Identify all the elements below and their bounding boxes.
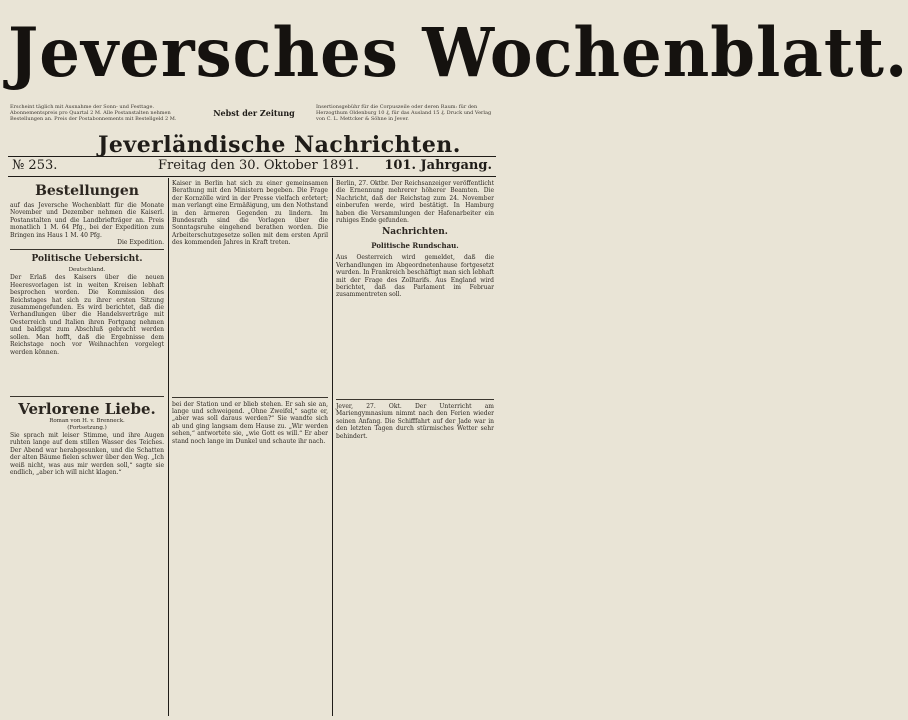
- divider: [336, 399, 494, 400]
- box-title: Bestellungen: [35, 183, 139, 199]
- column-divider-2: [332, 178, 333, 716]
- right-bottom-text: Jever, 27. Okt. Der Unterricht am Mariengymnasium nimmt nach den Ferien wieder seinen Anfang. Die Schifffahrt auf der Jade war in den letzten Tagen durch stürmisches Wetter sehr behindert.: [336, 402, 494, 440]
- novel-title: Verlorene Liebe.: [18, 399, 156, 418]
- insertion-info: Insertionsgebühr für die Corpuszeile oder deren Raum: für den Herzogthum Oldenburg 10 ₰, für das Ausland 15 ₰. Druck und Verlag von C. L. Mettcker & Söhne in Jever.: [316, 104, 492, 122]
- column-divider-1: [168, 178, 169, 716]
- novel-cont: (Fortsetzung.): [67, 424, 107, 431]
- nebst-label: Nebst der Zeitung: [213, 108, 295, 118]
- left-column: [10, 180, 164, 714]
- right-section-text: Aus Oesterreich wird gemeldet, daß die Verhandlungen im Abgeordnetenhause fortgesetzt wurden. In Frankreich beschäftigt man sich lebhaft mit der Frage des Zolltarifs. Aus England wird berichtet, daß das Parlament im Februar zusammentreten soll.: [336, 254, 494, 299]
- novel-author: Roman von H. v. Brenneck.: [49, 417, 125, 424]
- issue-rule: [8, 176, 496, 177]
- issue-date: Freitag den 30. Oktober 1891.: [158, 158, 360, 173]
- issue-line: [8, 158, 496, 178]
- right-section-title: Nachrichten.: [382, 227, 448, 238]
- subscription-info: Erscheint täglich mit Ausnahme der Sonn- und Festtage. Abonnementspreis pro Quartal 2 M. Alle Postanstalten nehmen Bestellungen an. Preis der Postabonnements mit Bestellgeld 2 M.: [10, 104, 177, 122]
- masthead-title: Jeversches Wochenblatt.: [8, 14, 908, 93]
- box-text: auf das Jeversche Wochenblatt für die Monate November und Dezember nehmen die Kaiserl. Postanstalten und die Landbriefträger an. Preis monatlich 1 M. 64 Pfg., bei der Expedition zum Bringen ins Haus 1 M. 40 Pfg.: [10, 202, 164, 239]
- section-sub: Deutschland.: [68, 267, 106, 274]
- novel-text: Sie sprach mit leiser Stimme, und ihre Augen ruhten lange auf dem stillen Wasser des Teiches. Der Abend war herabgesunken, und die Schatten der alten Bäume fielen schwer über den Weg. „Ich weiß nicht, was aus mir werden soll,“ sagte sie endlich, „aber ich will nicht klagen.“: [10, 431, 164, 476]
- issue-number: № 253.: [12, 158, 58, 173]
- box-sign: Die Expedition.: [117, 239, 164, 247]
- middle-column: [172, 180, 328, 714]
- divider: [10, 396, 164, 397]
- newspaper-page: [8, 4, 908, 716]
- section-title: Politische Uebersicht.: [31, 254, 143, 265]
- subtitle: Jeverländische Nachrichten.: [98, 132, 461, 158]
- right-text: Berlin, 27. Oktbr. Der Reichsanzeiger veröffentlicht die Ernennung mehrerer höherer Beamten. Die Nachricht, daß der Reichstag zum 24. November einberufen werde, wird bestätigt. In Hamburg haben die Versammlungen der Hafenarbeiter ein ruhiges Ende gefunden.: [336, 180, 494, 225]
- divider: [172, 397, 328, 398]
- top-rule: [8, 156, 496, 157]
- mid-novel-text: bei der Station und er blieb stehen. Er sah sie an, lange und schweigend. „Ohne Zweifel,“ sagte er, „aber was soll daraus werden?“ Sie wandte sich ab und ging langsam dem Hause zu. „Wir werden sehen,“ antwortete sie, „wie Gott es will.“ Er aber stand noch lange im Dunkel und schaute ihr nach.: [172, 400, 328, 445]
- section-text: Der Erlaß des Kaisers über die neuen Heeresvorlagen ist in weiten Kreisen lebhaft besprochen worden. Die Kommission des Reichstages hat sich zu ihrer ersten Sitzung zusammengefunden. Es wird berichtet, daß die Verhandlungen über die Handelsverträge mit Oesterreich und Italien ihren Fortgang nehmen und baldigst zum Abschluß gebracht werden sollen. Man hofft, daß die Ergebnisse dem Reichstage noch vor Weihnachten vorgelegt werden können.: [10, 274, 164, 356]
- right-column: [336, 180, 494, 714]
- right-section-title2: Politische Rundschau.: [371, 241, 459, 251]
- mid-text: Kaiser in Berlin hat sich zu einer gemeinsamen Berathung mit den Ministern begeben. Die Frage der Kornzölle wird in der Presse vielfach erörtert; man verlangt eine Ermäßigung, um den Nothstand in den ärmeren Gegenden zu lindern. Im Bundesrath sind die Vorlagen über die Sonntagsruhe eingehend berathen worden. Die Arbeiterschutzgesetze sollen mit dem ersten April des kommenden Jahres in Kraft treten.: [172, 180, 328, 247]
- issue-year: 101. Jahrgang.: [384, 158, 492, 173]
- divider: [10, 249, 164, 250]
